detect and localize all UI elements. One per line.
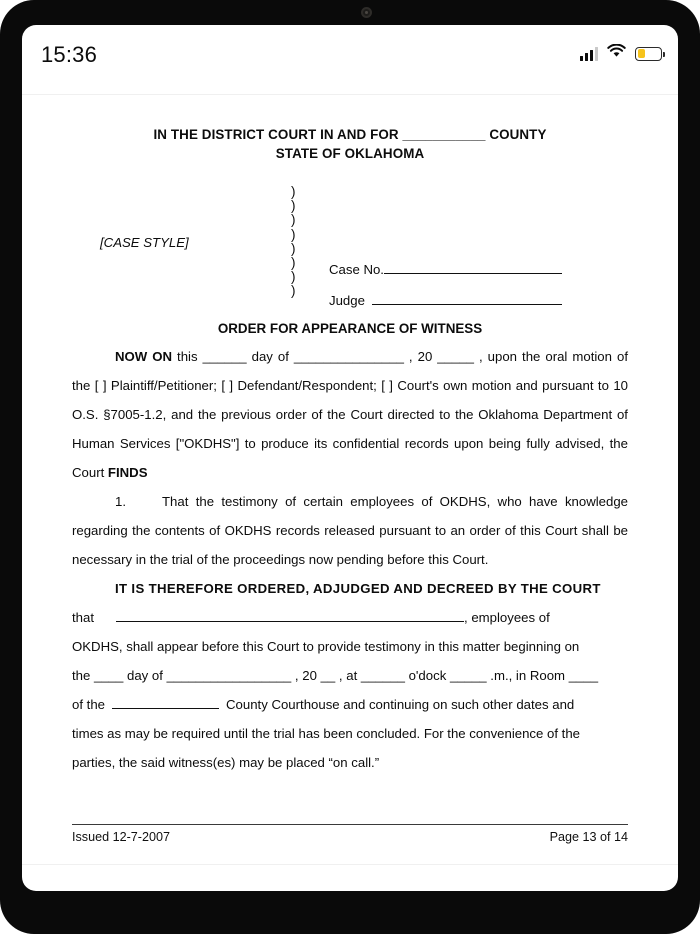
court-order-page bbox=[72, 125, 628, 777]
paragraph-findings-line2: of the [ ] Plaintiff/Petitioner; [ ] Defendant/Respondent; [ ] Court's own motion and bbox=[72, 349, 628, 393]
caption-paren: ) bbox=[291, 226, 296, 242]
paragraph-findings bbox=[72, 342, 628, 487]
paragraph-findings-line5: upon being fully advised, the Court bbox=[72, 436, 628, 480]
county-courthouse-text: County Courthouse and continuing on such other dates and bbox=[226, 697, 575, 712]
caption-paren: ) bbox=[291, 184, 296, 199]
judge-blank bbox=[372, 304, 562, 305]
numbered-paragraph-number: 1. bbox=[115, 494, 126, 509]
status-bar bbox=[22, 25, 678, 95]
numbered-paragraph-text: That the testimony of certain employees of OKDHS, who have knowledge regarding the contents of OKDHS records released pursuant to an order of this Court shall be necessary in the trial of the proceedings now pending before this Court. bbox=[72, 494, 628, 567]
county-courthouse-blank bbox=[112, 708, 219, 709]
caption-paren: ) bbox=[291, 198, 296, 214]
ordered-heading bbox=[72, 574, 628, 603]
status-bar-icons bbox=[580, 44, 662, 63]
that-label: that bbox=[72, 610, 94, 625]
court-header-line-2: STATE OF OKLAHOMA bbox=[275, 146, 425, 161]
paragraph-decree-line5: times as may be required until the trial has been concluded. For the convenience of the bbox=[72, 726, 581, 741]
case-caption-block bbox=[72, 185, 628, 310]
judge-label: Judge bbox=[329, 293, 365, 308]
footer-issued-date: Issued 12-7-2007 bbox=[72, 830, 171, 844]
finds-bold: FINDS bbox=[107, 465, 148, 480]
caption-paren: ) bbox=[291, 283, 296, 299]
caption-paren: ) bbox=[291, 240, 296, 256]
front-camera-icon bbox=[361, 7, 372, 18]
status-bar-clock: 15:36 bbox=[41, 42, 98, 67]
paragraph-decree-line4 bbox=[72, 690, 628, 719]
of-the-label: of the bbox=[72, 697, 105, 712]
caption-paren: ) bbox=[291, 269, 296, 285]
case-number-blank bbox=[384, 273, 562, 274]
judge-field bbox=[329, 286, 562, 315]
device-screen bbox=[22, 25, 678, 891]
battery-low-icon bbox=[635, 47, 662, 61]
paragraph-decree-line2: OKDHS, shall appear before this Court to provide testimony in this matter beginning on bbox=[72, 639, 580, 654]
paragraph-decree-line1 bbox=[72, 603, 628, 632]
paragraph-decree-line6: parties, the said witness(es) may be placed “on call.” bbox=[72, 755, 380, 770]
cellular-signal-icon bbox=[580, 47, 598, 61]
now-on-bold: NOW ON bbox=[115, 349, 173, 364]
document-viewer[interactable] bbox=[22, 96, 678, 865]
paragraph-findings-line3: pursuant to 10 O.S. §7005-1.2, and the previous order of the Court directed to the bbox=[72, 378, 628, 422]
ordered-heading-text: IT IS THEREFORE ORDERED, ADJUDGED AND DECREED BY THE COURT bbox=[115, 581, 601, 596]
case-number-field bbox=[329, 255, 562, 284]
numbered-paragraph-1 bbox=[72, 487, 628, 574]
document-footer bbox=[72, 824, 628, 844]
paragraph-decree-line3: the ____ day of _________________ , 20 __ , at ______ o'dock _____ .m., in Room ____ bbox=[72, 668, 599, 683]
paragraph-findings-line4: Oklahoma Department of Human Services ["OKDHS"] to produce its confidential records bbox=[72, 407, 628, 451]
caption-paren-column bbox=[291, 185, 295, 299]
case-style-placeholder: [CASE STYLE] bbox=[100, 235, 189, 250]
employees-of-text: , employees of bbox=[464, 610, 550, 625]
order-title: ORDER FOR APPEARANCE OF WITNESS bbox=[217, 321, 483, 336]
court-header-line-1: IN THE DISTRICT COURT IN AND FOR ___________ COUNTY bbox=[153, 127, 547, 142]
caption-paren: ) bbox=[291, 212, 296, 228]
wifi-icon bbox=[607, 44, 626, 63]
paragraph-findings-line1: this ______ day of _______________ , 20 _____ , upon the oral motion bbox=[172, 349, 612, 364]
footer-page-number: Page 13 of 14 bbox=[549, 830, 628, 844]
caption-paren: ) bbox=[291, 255, 296, 271]
case-number-label: Case No. bbox=[329, 262, 384, 277]
witness-names-blank bbox=[116, 621, 464, 622]
